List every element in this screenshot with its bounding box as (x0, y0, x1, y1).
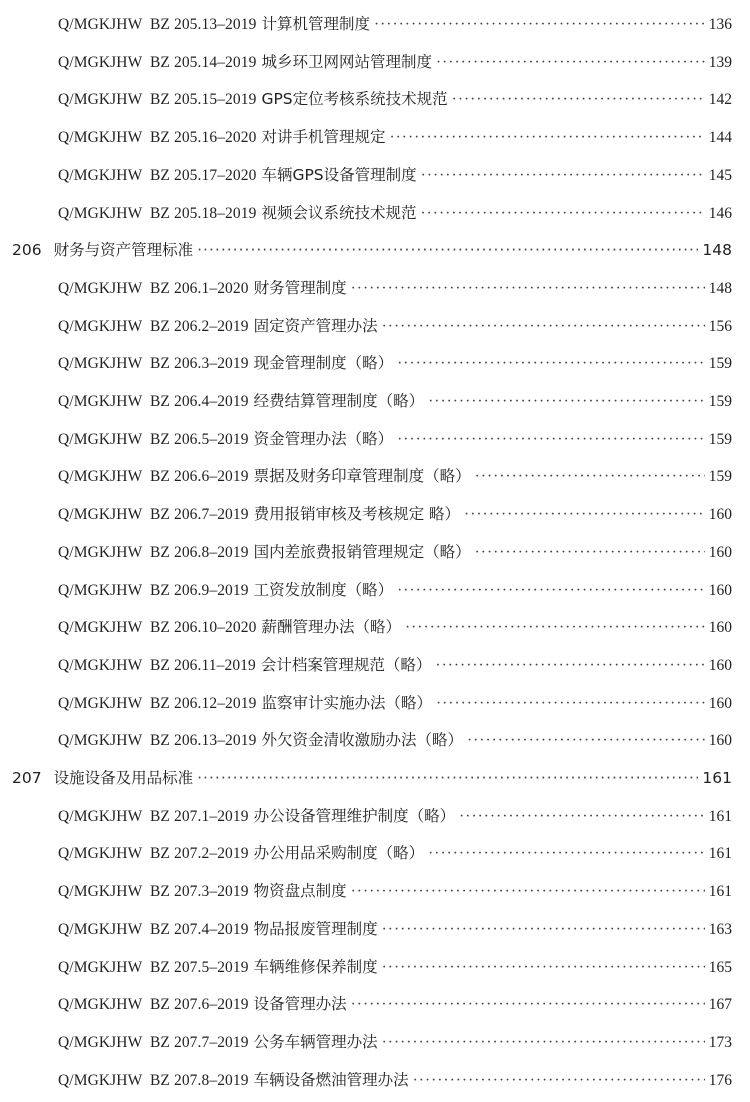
page-number: 160 (708, 732, 732, 750)
dot-leader (475, 468, 705, 486)
toc-entry-row[interactable] (58, 1030, 732, 1058)
dot-leader (382, 318, 705, 336)
entry-title: 物资盘点制度 (253, 882, 347, 901)
entry-title: 资金管理办法（略） (253, 429, 394, 448)
entry-title: 办公用品采购制度（略） (253, 844, 425, 863)
page-number: 145 (708, 166, 732, 184)
toc-entry-row[interactable] (58, 502, 732, 530)
page-number: 148 (702, 241, 732, 260)
toc-entry-row[interactable] (58, 879, 732, 907)
entry-title: 对讲手机管理规定 (261, 128, 386, 147)
toc-entry-row[interactable] (58, 50, 732, 78)
toc-entry-row[interactable] (58, 728, 732, 756)
dot-leader (351, 883, 705, 901)
page-number: 163 (708, 920, 732, 938)
page-number: 160 (708, 619, 732, 637)
entry-title: 车辆设备燃油管理办法 (253, 1070, 409, 1089)
standard-code: Q/MGKJHW BZ 206.8–2019 (58, 543, 249, 561)
entry-title: 设备管理办法 (253, 995, 347, 1014)
page-number: 156 (708, 317, 732, 335)
standard-code: Q/MGKJHW BZ 206.12–2019 (58, 694, 257, 712)
page-number: 160 (708, 656, 732, 674)
page-number: 161 (708, 883, 732, 901)
standard-code: Q/MGKJHW BZ 206.5–2019 (58, 430, 249, 448)
toc-entry-row[interactable] (58, 389, 732, 417)
standard-code: Q/MGKJHW BZ 207.3–2019 (58, 883, 249, 901)
entry-title: 车辆GPS设备管理制度 (261, 165, 417, 184)
standard-code: Q/MGKJHW BZ 207.2–2019 (58, 845, 249, 863)
toc-entry-row[interactable] (58, 653, 732, 681)
page-number: 159 (708, 468, 732, 486)
toc-entry-row[interactable] (58, 276, 732, 304)
entry-title: 计算机管理制度 (261, 15, 370, 33)
standard-code: Q/MGKJHW BZ 207.8–2019 (58, 1071, 249, 1089)
page-number: 160 (708, 506, 732, 524)
standard-code: Q/MGKJHW BZ 207.5–2019 (58, 958, 249, 976)
page-number: 160 (708, 694, 732, 712)
page-number: 167 (708, 996, 732, 1014)
toc-entry-row[interactable] (58, 578, 732, 606)
standard-code: Q/MGKJHW BZ 206.1–2020 (58, 279, 249, 297)
entry-title: 城乡环卫网网站管理制度 (261, 52, 432, 71)
standard-code: Q/MGKJHW BZ 205.16–2020 (58, 129, 257, 147)
section-title: 设施设备及用品标准 (53, 769, 194, 787)
dot-leader (382, 959, 705, 977)
page-number: 161 (708, 845, 732, 863)
standard-code: Q/MGKJHW BZ 205.14–2019 (58, 53, 257, 71)
page-number: 159 (708, 430, 732, 448)
entry-title: 外欠资金清收激励办法（略） (261, 731, 463, 750)
standard-code: Q/MGKJHW BZ 206.11–2019 (58, 656, 256, 674)
entry-title: 视频会议系统技术规范 (261, 203, 417, 222)
standard-code: Q/MGKJHW BZ 207.1–2019 (58, 807, 249, 825)
entry-title: 监察审计实施办法（略） (261, 693, 432, 712)
entry-title: 工资发放制度（略） (253, 580, 394, 599)
dot-leader (459, 808, 705, 826)
dot-leader (397, 355, 705, 373)
dot-leader (435, 657, 704, 675)
dot-leader (464, 506, 705, 524)
standard-code: Q/MGKJHW BZ 207.6–2019 (58, 996, 249, 1014)
dot-leader (351, 996, 705, 1014)
toc-entry-row[interactable] (58, 992, 732, 1020)
standard-code: Q/MGKJHW BZ 206.3–2019 (58, 355, 249, 373)
toc-entry-row[interactable] (58, 427, 732, 455)
page-number: 159 (708, 393, 732, 410)
page-number: 144 (708, 129, 732, 147)
dot-leader (413, 1072, 705, 1090)
entry-title: 固定资产管理办法 (253, 316, 378, 335)
toc-section-row[interactable] (12, 238, 732, 266)
toc-entry-row[interactable] (58, 955, 732, 983)
dot-leader (397, 431, 705, 449)
toc-entry-row[interactable] (58, 804, 732, 832)
dot-leader (452, 91, 705, 109)
page-number: 161 (702, 769, 732, 787)
entry-title: 办公设备管理维护制度（略） (253, 806, 456, 825)
section-number: 207 (12, 769, 42, 787)
standard-code: Q/MGKJHW BZ 206.10–2020 (58, 619, 257, 637)
dot-leader (467, 732, 705, 750)
entry-title: 会计档案管理规范（略） (260, 655, 432, 674)
dot-leader (382, 921, 705, 939)
dot-leader (436, 695, 705, 713)
entry-title: 公务车辆管理办法 (253, 1032, 378, 1051)
toc-entry-row[interactable] (58, 1068, 732, 1096)
dot-leader (475, 544, 705, 562)
section-title: 财务与资产管理标准 (53, 241, 194, 260)
standard-code: Q/MGKJHW BZ 206.4–2019 (58, 393, 249, 410)
page-number: 159 (708, 355, 732, 373)
dot-leader (421, 167, 705, 185)
entry-title: 车辆维修保养制度 (253, 957, 378, 976)
dot-leader (351, 280, 705, 298)
standard-code: Q/MGKJHW BZ 206.6–2019 (58, 468, 249, 486)
dot-leader (389, 129, 704, 147)
toc-entry-row[interactable] (58, 841, 732, 869)
entry-title: 票据及财务印章管理制度（略） (253, 467, 471, 486)
standard-code: Q/MGKJHW BZ 205.15–2019 (58, 91, 257, 109)
page-number: 160 (708, 543, 732, 561)
dot-leader (436, 54, 705, 72)
dot-leader (405, 619, 705, 637)
toc-entry-row[interactable] (58, 540, 732, 568)
dot-leader (197, 769, 698, 787)
dot-leader (197, 241, 698, 259)
standard-code: Q/MGKJHW BZ 206.7–2019 (58, 506, 249, 524)
page-number: 165 (708, 958, 732, 976)
entry-title: 物品报废管理制度 (253, 919, 378, 938)
entry-title: 经费结算管理制度（略） (253, 392, 425, 410)
entry-title: 现金管理制度（略） (253, 354, 394, 373)
dot-leader (382, 1034, 705, 1052)
toc-entry-row[interactable] (58, 314, 732, 342)
toc-entry-row[interactable] (58, 917, 732, 945)
page-number: 142 (708, 91, 732, 109)
entry-title: 费用报销审核及考核规定 略） (253, 505, 461, 524)
dot-leader (397, 582, 705, 600)
toc-entry-row[interactable] (58, 163, 732, 191)
toc-entry-row[interactable] (58, 12, 732, 40)
standard-code: Q/MGKJHW BZ 206.9–2019 (58, 581, 249, 599)
page-number: 136 (708, 16, 732, 33)
toc-entry-row[interactable] (58, 125, 732, 153)
standard-code: Q/MGKJHW BZ 206.2–2019 (58, 317, 249, 335)
page-number: 146 (708, 204, 732, 222)
toc-entry-row[interactable] (58, 691, 732, 719)
page-number: 173 (708, 1033, 732, 1051)
toc-entry-row[interactable] (58, 615, 732, 643)
standard-code: Q/MGKJHW BZ 206.13–2019 (58, 732, 257, 750)
page-number: 176 (708, 1071, 732, 1089)
dot-leader (374, 16, 705, 34)
standard-code: Q/MGKJHW BZ 207.4–2019 (58, 920, 249, 938)
dot-leader (428, 845, 705, 863)
dot-leader (428, 393, 705, 411)
standard-code: Q/MGKJHW BZ 207.7–2019 (58, 1033, 249, 1051)
standard-code: Q/MGKJHW BZ 205.18–2019 (58, 204, 257, 222)
page-number: 161 (708, 807, 732, 825)
entry-title: 财务管理制度 (253, 278, 347, 297)
entry-title: 薪酬管理办法（略） (261, 618, 401, 637)
dot-leader (420, 205, 704, 223)
page-number: 148 (708, 279, 732, 297)
standard-code: Q/MGKJHW BZ 205.13–2019 (58, 16, 257, 33)
section-number: 206 (12, 241, 42, 260)
entry-title: 国内差旅费报销管理规定（略） (253, 542, 471, 561)
standard-code: Q/MGKJHW BZ 205.17–2020 (58, 166, 257, 184)
toc-entry-row[interactable] (58, 201, 732, 229)
page-number: 160 (708, 581, 732, 599)
entry-title: GPS定位考核系统技术规范 (261, 90, 448, 109)
toc-entry-row[interactable] (58, 87, 732, 115)
toc-entry-row[interactable] (58, 464, 732, 492)
page-number: 139 (708, 53, 732, 71)
toc-entry-row[interactable] (58, 351, 732, 379)
toc-section-row[interactable] (12, 766, 732, 794)
